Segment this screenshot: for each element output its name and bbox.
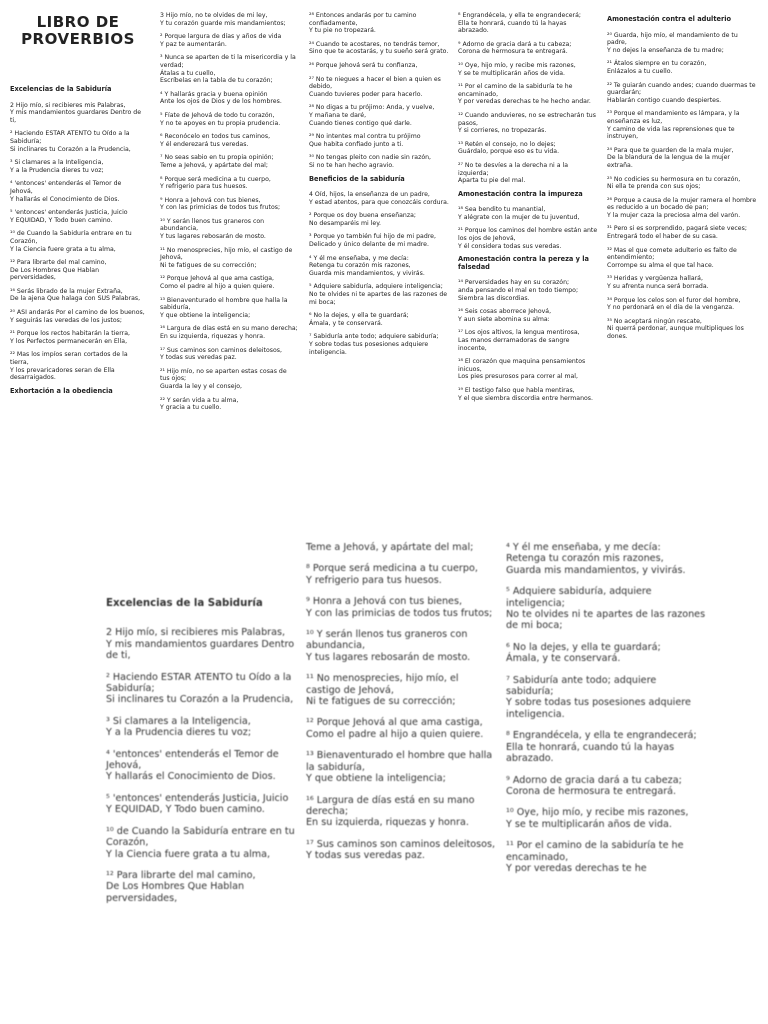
verse-paragraph: 4 Oíd, hijos, la enseñanza de un padre, Y estad atentos, para que conozcáis cordura. [309,191,449,206]
verse-paragraph: ¹⁶ Serás librado de la mujer Extraña, De la ajena Que halaga con SUS Palabras, [10,287,141,303]
verse-paragraph: ²² Te guiarán cuando andes; cuando duermas te guardarán; Hablarán contigo cuando despiertes. [607,81,756,104]
verse-paragraph: 3 Hijo mío, no te olvides de mi ley, Y tu corazón guarde mis mandamientos; [160,12,286,27]
verse-paragraph: ⁸ Engrandécela, y ella te engrandecerá; Ella te honrará, cuando tú la hayas abrazado. [506,730,697,765]
verse-paragraph: ¹³ Bienaventurado el hombre que halla la sabiduría, Y que obtiene la inteligencia; [306,750,493,785]
verse-paragraph: ¹² Porque Jehová al que ama castiga, Como el padre al hijo a quien quiere. [160,275,275,291]
page-title: LIBRO DE PROVERBIOS [21,13,135,48]
section-heading: Excelencias de la Sabiduría [106,598,263,609]
verse-paragraph: ²⁵ No codicies su hermosura en tu corazón, Ni ella te prenda con sus ojos; [607,175,741,191]
verse-paragraph: ⁹ Honra a Jehová con tus bienes, Y con las primicias de todos tus frutos; [306,596,493,619]
verse-paragraph: ⁸ Engrandécela, y ella te engrandecerá; Ella te honrará, cuando tú la hayas abrazado. [458,12,581,35]
verse-paragraph: ¹² Porque Jehová al que ama castiga, Como el padre al hijo a quien quiere. [306,717,484,740]
verse-paragraph: ⁸ Porque será medicina a tu cuerpo, Y refrigerio para tus huesos. [160,175,271,191]
verse-paragraph: ³⁴ Porque los celos son el furor del hombre, Y no perdonará en el día de la venganza. [607,296,741,312]
verse-paragraph: ⁶ No la dejes, y ella te guardará; Ámala, y te conservará. [309,312,409,327]
verse-paragraph: ²⁴ Cuando te acostares, no tendrás temor, Sino que te acostarás, y tu sueño será grato. [309,40,449,56]
verse-paragraph: ¹² Para librarte del mal camino, De Los Hombres Que Hablan perversidades, [10,259,107,282]
verse-paragraph: ¹⁰ Y serán llenos tus graneros con abundancia, Y tus lagares rebosarán de mosto. [160,217,266,241]
verse-paragraph: ⁶ Reconócelo en todos tus caminos, Y él enderezará tus veredas. [160,133,271,148]
verse-paragraph: ²⁷ No te desvíes a la derecha ni a la izquierda; Aparta tu pie del mal. [458,161,568,185]
section-heading: Amonestación contra la pereza y la falsedad [458,255,589,271]
verse-paragraph: ² Porque os doy buena enseñanza; No desamparéis mi ley. [309,212,416,227]
verse-paragraph: ³² Mas el que comete adulterio es falto de entendimiento; Corrompe su alma el que tal hace. [607,246,737,269]
verse-paragraph: ⁷ Sabiduría ante todo; adquiere sabiduría; Y sobre todas tus posesiones adquiere inteligencia. [506,674,691,720]
verse-paragraph: ¹¹ Por el camino de la sabiduría te he encaminado, Y por veredas derechas te he hecho andar. [458,83,591,106]
verse-paragraph: ³ Si clamares a la Inteligencia, Y a la Prudencia dieres tu voz; [10,159,104,174]
verse-paragraph: 2 Hijo mío, si recibieres mis Palabras, Y mis mandamientos guardares Dentro de ti, [10,101,142,124]
verse-paragraph: ²⁰ Guarda, hijo mío, el mandamiento de tu padre, Y no dejes la enseñanza de tu madre; [607,31,738,54]
verse-paragraph: ²⁶ Porque Jehová será tu confianza, [309,61,418,69]
verse-paragraph: ¹⁶ Largura de días está en su mano derecha; En su izquierda, riquezas y honra. [160,325,298,340]
column-body [160,12,298,412]
verse-paragraph: ²⁸ Entonces andarás por tu camino confiadamente, Y tu pie no tropezará. [309,12,417,35]
verse-paragraph: ¹¹ No menosprecies, hijo mío, el castigo de Jehová, Ni te fatigues de su corrección; [160,246,293,269]
column-body [506,542,706,874]
verse-paragraph: ²¹ Átalos siempre en tu corazón, Enlázalos a tu cuello. [607,60,707,75]
column-body [309,12,449,356]
verse-paragraph: ⁹ Adorno de gracia dará a tu cabeza; Corona de hermosura te entregará. [506,774,682,797]
verse-paragraph: ⁹ Honra a Jehová con tus bienes, Y con las primicias de todos tus frutos; [160,196,281,212]
verse-paragraph: ⁸ Porque será medicina a tu cuerpo, Y refrigerio para tus huesos. [306,563,478,586]
verse-paragraph: ³⁰ No tengas pleito con nadie sin razón, Si no te han hecho agravio. [309,154,432,169]
verse-paragraph: Teme a Jehová, y apártate del mal; [306,542,474,553]
verse-paragraph: ¹⁰ Y serán llenos tus graneros con abundancia, Y tus lagares rebosarán de mosto. [306,629,471,663]
verse-paragraph: ¹⁰ de Cuando la Sabiduría entrare en tu Corazón, Y la Ciencia fuere grata a tu alma, [10,230,132,253]
verse-paragraph: ²³ Porque el mandamiento es lámpara, y la enseñanza es luz, Y camino de vida las reprensiones que te instruyen, [607,110,740,141]
verse-paragraph: ¹² Cuando anduvieres, no se estrecharán tus pasos, Y si corrieres, no tropezarás. [458,111,596,135]
verse-paragraph: ³ Si clamares a la Inteligencia, Y a la Prudencia dieres tu voz; [106,715,252,739]
column-body [106,598,296,904]
verse-paragraph: ⁴ 'entonces' entenderás el Temor de Jehová, Y hallarás el Conocimiento de Dios. [106,748,279,783]
verse-paragraph: ² Porque largura de días y años de vida Y paz te aumentarán. [160,33,282,48]
verse-paragraph: ²⁸ No digas a tu prójimo: Anda, y vuelve, Y mañana te daré, Cuando tienes contigo qué darle. [309,104,435,127]
section-heading: Excelencias de la Sabiduría [10,85,112,93]
verse-paragraph: ¹⁰ Oye, hijo mío, y recibe mis razones, Y se te multiplicarán años de vida. [506,807,689,830]
verse-paragraph: ⁵ Adquiere sabiduría, adquiere inteligencia; No te olvides ni te apartes de las razones de mi boca; [309,283,448,306]
section-heading: Amonestación contra la impureza [458,189,583,198]
verse-paragraph: ² Haciendo ESTAR ATENTO tu Oído a la Sabiduría; Si inclinares tu Corazón a la Prudencia, [10,130,131,153]
verse-paragraph: ¹⁹ El testigo falso que habla mentiras, Y el que siembra discordia entre hermanos. [458,386,593,402]
verse-paragraph: ⁴ 'entonces' entenderás el Temor de Jehová, Y hallarás el Conocimiento de Dios. [10,180,122,203]
column-body [458,12,598,402]
verse-paragraph: ²⁹ No intentes mal contra tu prójimo Que habita confiado junto a ti. [309,133,421,148]
text-column-1 [10,12,146,403]
verse-paragraph: 2 Hijo mío, si recibieres mis Palabras, Y mis mandamientos guardares Dentro de ti, [106,627,295,662]
verse-paragraph: ²⁴ Para que te guarden de la mala mujer, De la blandura de la lengua de la mujer extraña. [607,146,734,169]
verse-paragraph: ¹⁷ Los ojos altivos, la lengua mentirosa, Las manos derramadoras de sangre inocente, [458,329,580,352]
text-column-3 [309,12,449,362]
verse-paragraph: ²² Mas los impíos seran cortados de la tierra, Y los prevaricadores seran de Ella desarraigados. [10,351,128,382]
verse-paragraph: ¹⁷ Sus caminos son caminos deleitosos, Y todas sus veredas paz. [160,346,282,362]
verse-paragraph: ⁹ Adorno de gracia dará a tu cabeza; Corona de hermosura te entregará. [458,40,572,56]
verse-paragraph: ²¹ Porque los caminos del hombre están ante los ojos de Jehová, Y él considera todas sus veredas. [458,227,598,250]
verse-paragraph: ⁷ No seas sabio en tu propia opinión; Teme a Jehová, y apártate del mal; [160,154,274,169]
text-column-5 [607,12,757,347]
verse-paragraph: ⁵ 'entonces' entenderás Justicia, Juicio Y EQUIDAD, Y Todo buen camino. [106,792,289,816]
verse-paragraph: ²⁶ Porque a causa de la mujer ramera el hombre es reducido a un bocado de pan; Y la mujer caza la preciosa alma del varón. [607,196,757,219]
text-column-4 [458,12,598,408]
verse-paragraph: ¹¹ No menosprecies, hijo mío, el castigo de Jehová, Ni te fatigues de su corrección; [306,673,459,708]
verse-paragraph: ¹⁶ Largura de días está en su mano derecha; En su izquierda, riquezas y honra. [306,794,475,829]
verse-paragraph: ²⁰ ASI andarás Por el camino de los buenos, Y seguirás las veredas de los justos; [10,309,145,324]
verse-paragraph: ⁵ Adquiere sabiduría, adquiere inteligencia; No te olvides ni te apartes de las razones de mi boca; [506,586,706,632]
verse-paragraph: ²¹ Hijo mío, no se aparten estas cosas de tus ojos; Guarda la ley y el consejo, [160,367,287,390]
verse-paragraph: ² Haciendo ESTAR ATENTO tu Oído a la Sabiduría; Si inclinares tu Corazón a la Prudencia, [106,671,294,706]
column-body [306,542,496,862]
verse-paragraph: ⁴ Y él me enseñaba, y me decía: Retenga tu corazón mis razones, Guarda mis mandamientos, y vivirás. [309,254,425,277]
verse-paragraph: ³¹ Pero si es sorprendido, pagará siete veces; Entregará todo el haber de su casa. [607,225,747,241]
column-body [607,16,757,341]
verse-paragraph: ¹⁷ Sus caminos son caminos deleitosos, Y todas sus veredas paz. [306,838,496,862]
verse-paragraph: ⁴ Y él me enseñaba, y me decía: Retenga tu corazón mis razones, Guarda mis mandamientos, y vivirás. [506,542,686,576]
verse-paragraph: ⁵ Fíate de Jehová de todo tu corazón, Y no te apoyes en tu propia prudencia. [160,111,281,127]
column-body [10,86,146,395]
verse-paragraph: ²⁷ No te niegues a hacer el bien a quien es debido, Cuando tuvieres poder para hacerlo. [309,75,441,98]
verse-paragraph: ³⁵ No aceptará ningún rescate, Ni querrá perdonar, aunque multipliques los dones. [607,317,744,340]
zoom-column-2 [306,542,496,872]
verse-paragraph: ³³ Heridas y vergüenza hallará, Y su afrenta nunca será borrada. [607,275,709,291]
section-heading: Exhortación a la obediencia [10,386,113,395]
verse-paragraph: ³ Nunca se aparten de ti la misericordia y la verdad; Átalas a tu cuello, Escríbelas en la tabla de tu corazón; [160,54,296,85]
section-heading: Beneficios de la sabiduría [309,174,405,183]
verse-paragraph: ⁴ Y hallarás gracia y buena opinión Ante los ojos de Dios y de los hombres. [160,90,282,106]
section-heading: Amonestación contra el adulterio [607,15,731,23]
verse-paragraph: ¹⁸ Sea bendito tu manantial, Y alégrate con la mujer de tu juventud, [458,206,580,221]
zoom-column-1 [106,570,296,914]
text-column-2 [160,12,298,418]
verse-paragraph: ¹³ Bienaventurado el hombre que halla la sabiduría, Y que obtiene la inteligencia; [160,296,288,319]
verse-paragraph: ¹⁸ El corazón que maquina pensamientos inicuos, Los pies presurosos para correr al mal, [458,358,586,381]
verse-paragraph: ⁶ No la dejes, y ella te guardará; Ámala, y te conservará. [506,641,661,665]
verse-paragraph: ²² Y serán vida a tu alma, Y gracia a tu cuello. [160,396,239,412]
verse-paragraph: ⁵ 'entonces' entenderás Justicia, Juicio Y EQUIDAD, Y Todo buen camino. [10,209,128,224]
verse-paragraph: ¹³ Retén el consejo, no lo dejes; Guárdalo, porque eso es tu vida. [458,140,560,156]
verse-paragraph: ¹⁰ Oye, hijo mío, y recibe mis razones, Y se te multiplicarán años de vida. [458,61,576,77]
verse-paragraph: ¹⁴ Perversidades hay en su corazón; anda pensando el mal en todo tiempo; Siembra las discordias. [458,279,579,302]
verse-paragraph: ³ Porque yo también fui hijo de mi padre, Delicado y único delante de mi madre. [309,233,436,249]
verse-paragraph: ¹¹ Por el camino de la sabiduría te he encaminado, Y por veredas derechas te he [506,840,684,874]
zoomed-document-view [0,520,768,1024]
verse-paragraph: ¹⁰ de Cuando la Sabiduría entrare en tu Corazón, Y la Ciencia fuere grata a tu alma, [106,825,295,860]
verse-paragraph: ¹² Para librarte del mal camino, De Los Hombres Que Hablan perversidades, [106,869,256,904]
verse-paragraph: ⁷ Sabiduría ante todo; adquiere sabiduría; Y sobre todas tus posesiones adquiere inteligencia. [309,333,439,356]
verse-paragraph: ¹⁶ Seis cosas aborrece Jehová, Y aun siete abomina su alma: [458,308,552,323]
verse-paragraph: ²¹ Porque los rectos habitarán la tierra, Y los Perfectos permanecerán en Ella, [10,330,130,345]
zoom-column-3 [506,542,706,884]
